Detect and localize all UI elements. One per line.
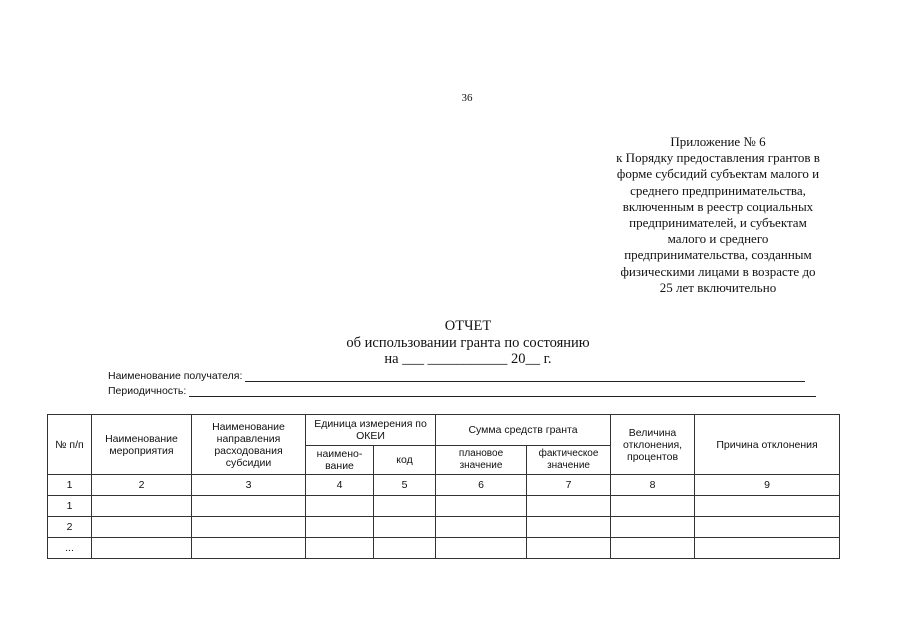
header-grant-sum-group: Сумма средств гранта	[436, 415, 611, 446]
appendix-line: среднего предпринимательства,	[630, 182, 806, 198]
header-unit-code: код	[374, 446, 436, 475]
column-number: 2	[92, 475, 192, 496]
header-num: № п/п	[48, 415, 92, 475]
period-field	[108, 385, 816, 397]
table-cell	[611, 496, 695, 517]
column-number: 3	[192, 475, 306, 496]
report-subtitle: об использовании гранта по состоянию	[346, 334, 590, 351]
table-cell	[436, 496, 527, 517]
appendix-line: 25 лет включительно	[659, 279, 777, 295]
table-cell	[306, 496, 374, 517]
appendix-line: малого и среднего	[667, 231, 769, 247]
table-cell	[436, 517, 527, 538]
page-number: 36	[461, 92, 473, 104]
table-cell	[92, 496, 192, 517]
header-deviation-reason: Причина отклонения	[695, 415, 840, 475]
table-cell	[436, 538, 527, 559]
table-cell	[192, 496, 306, 517]
table-cell	[695, 517, 840, 538]
appendix-block	[588, 134, 848, 296]
header-event-name: Наименование мероприятия	[92, 415, 192, 475]
table-row	[48, 538, 840, 559]
table-cell	[374, 538, 436, 559]
column-number: 5	[374, 475, 436, 496]
row-number: 1	[48, 496, 92, 517]
table-cell	[374, 496, 436, 517]
table-cell	[92, 517, 192, 538]
header-planned-value: плановое значение	[436, 446, 527, 475]
column-number: 7	[527, 475, 611, 496]
report-date-line: на ___ ___________ 20__ г.	[384, 351, 552, 367]
recipient-field	[108, 370, 805, 382]
period-blank-line	[189, 385, 816, 397]
appendix-line: физическими лицами в возрасте до	[620, 263, 816, 279]
appendix-line: предпринимательства, созданным	[624, 247, 812, 263]
header-deviation: Величина отклонения, процентов	[611, 415, 695, 475]
report-heading	[318, 318, 618, 368]
row-number: ...	[48, 538, 92, 559]
table-cell	[192, 538, 306, 559]
header-unit-name: наимено-вание	[306, 446, 374, 475]
appendix-line: к Порядку предоставления грантов в	[616, 150, 820, 166]
recipient-blank-line	[245, 370, 805, 382]
table-cell	[527, 538, 611, 559]
column-number: 9	[695, 475, 840, 496]
table-cell	[306, 517, 374, 538]
table-cell	[611, 538, 695, 559]
table-cell	[192, 517, 306, 538]
table-cell	[527, 496, 611, 517]
table-row	[48, 517, 840, 538]
table-cell	[92, 538, 192, 559]
table-cell	[611, 517, 695, 538]
appendix-line: предпринимателей, и субъектам	[629, 215, 807, 231]
appendix-line: форме субсидий субъектам малого и	[616, 166, 820, 182]
header-expense-direction: Наименование направления расходования субсидии	[192, 415, 306, 475]
table-cell	[374, 517, 436, 538]
recipient-label: Наименование получателя:	[108, 370, 243, 382]
column-number: 1	[48, 475, 92, 496]
header-unit-group: Единица измерения по ОКЕИ	[306, 415, 436, 446]
column-number: 6	[436, 475, 527, 496]
column-number: 4	[306, 475, 374, 496]
header-actual-value: фактическое значение	[527, 446, 611, 475]
table-cell	[695, 496, 840, 517]
appendix-line: включенным в реестр социальных	[622, 198, 814, 214]
column-number-row	[48, 475, 840, 496]
report-table	[47, 414, 840, 559]
table-cell	[306, 538, 374, 559]
table-cell	[527, 517, 611, 538]
report-title: ОТЧЕТ	[444, 318, 492, 334]
appendix-line: Приложение № 6	[670, 134, 766, 149]
column-number: 8	[611, 475, 695, 496]
row-number: 2	[48, 517, 92, 538]
table-row	[48, 496, 840, 517]
period-label: Периодичность:	[108, 385, 187, 397]
table-cell	[695, 538, 840, 559]
